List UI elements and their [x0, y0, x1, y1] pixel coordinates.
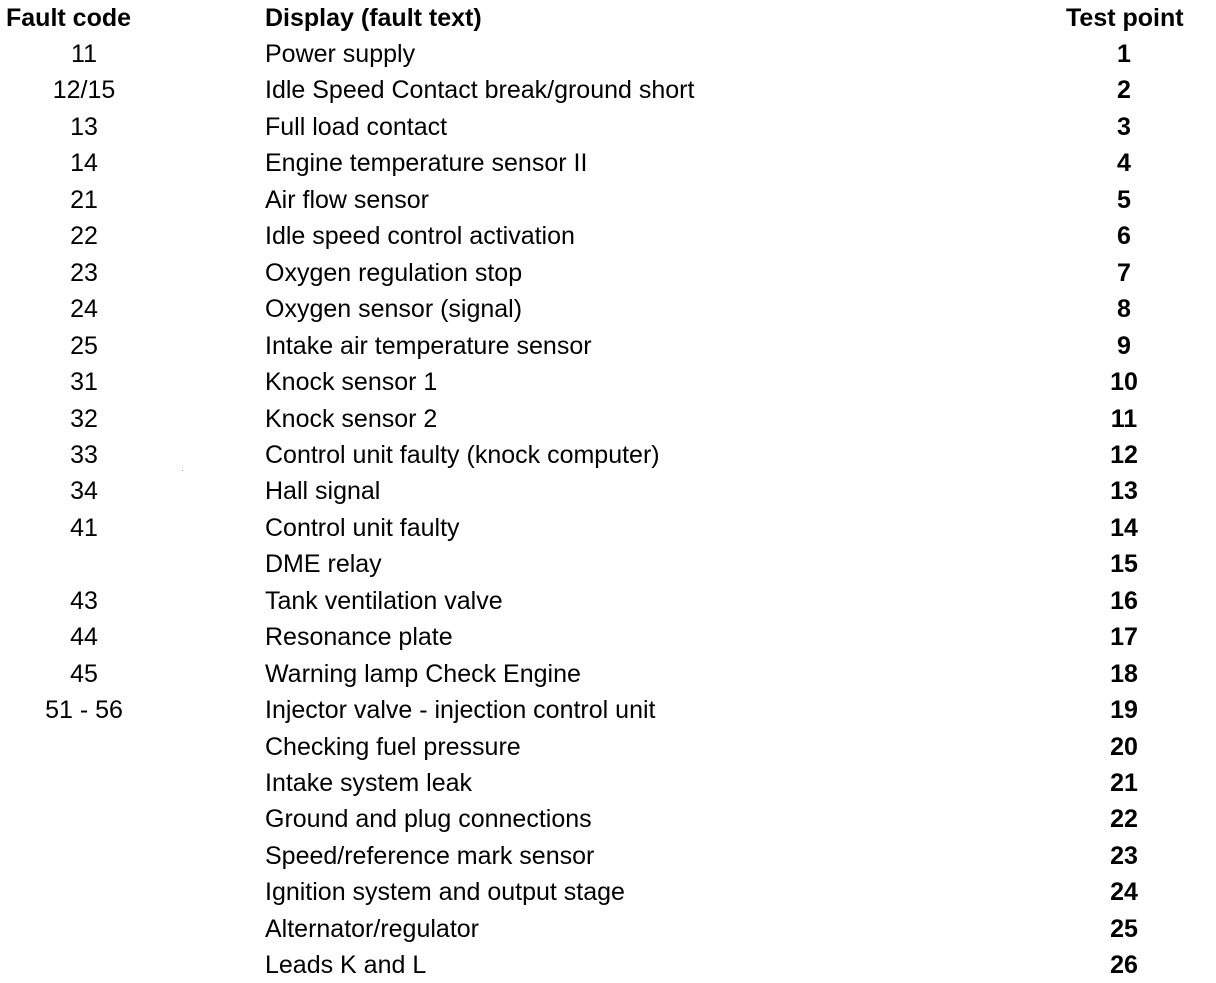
fault-code-cell: 33: [70, 440, 98, 469]
table-row: [0, 546, 1216, 582]
test-point-cell: 23: [1110, 841, 1138, 870]
fault-text-cell: Control unit faulty: [265, 513, 460, 542]
table-row: [0, 510, 1216, 546]
fault-text-cell: DME relay: [265, 550, 382, 579]
table-row: [0, 437, 1216, 473]
fault-text-cell: Leads K and L: [265, 951, 427, 980]
test-point-cell: 17: [1110, 623, 1138, 652]
table-row: [0, 364, 1216, 400]
fault-text-cell: Engine temperature sensor II: [265, 149, 588, 178]
table-row: [0, 656, 1216, 692]
header-display: Display (fault text): [265, 4, 482, 32]
fault-text-cell: Injector valve - injection control unit: [265, 696, 656, 725]
fault-code-cell: 43: [70, 586, 98, 615]
table-row: [0, 619, 1216, 655]
fault-code-cell: 31: [70, 368, 98, 397]
fault-code-cell: 44: [70, 623, 98, 652]
fault-code-cell: 22: [70, 222, 98, 251]
test-point-cell: 20: [1110, 732, 1138, 761]
table-row: [0, 145, 1216, 181]
fault-code-cell: 24: [70, 295, 98, 324]
fault-code-cell: 14: [70, 149, 98, 178]
test-point-cell: 5: [1117, 185, 1131, 214]
fault-text-cell: Idle speed control activation: [265, 222, 575, 251]
fault-text-cell: Knock sensor 2: [265, 404, 438, 433]
fault-code-cell: 45: [70, 659, 98, 688]
test-point-cell: 6: [1117, 222, 1131, 251]
test-point-cell: 14: [1110, 513, 1138, 542]
fault-text-cell: Knock sensor 1: [265, 368, 438, 397]
table-row: [0, 838, 1216, 874]
test-point-cell: 22: [1110, 805, 1138, 834]
fault-text-cell: Warning lamp Check Engine: [265, 659, 581, 688]
fault-text-cell: Oxygen regulation stop: [265, 258, 523, 287]
fault-code-cell: 32: [70, 404, 98, 433]
table-row: [0, 765, 1216, 801]
test-point-cell: 24: [1110, 878, 1138, 907]
test-point-cell: 16: [1110, 586, 1138, 615]
header-fault-code: Fault code: [6, 4, 132, 32]
table-row: [0, 182, 1216, 218]
test-point-cell: 25: [1110, 914, 1138, 943]
table-row: [0, 109, 1216, 145]
table-row: [0, 255, 1216, 291]
test-point-cell: 11: [1110, 404, 1138, 433]
test-point-cell: 7: [1117, 258, 1131, 287]
fault-code-cell: 41: [70, 513, 98, 542]
test-point-cell: 18: [1110, 659, 1138, 688]
table-row: [0, 473, 1216, 509]
table-row: [0, 328, 1216, 364]
test-point-cell: 15: [1110, 550, 1138, 579]
table-row: [0, 401, 1216, 437]
test-point-cell: 2: [1117, 76, 1131, 105]
fault-code-cell: 51 - 56: [45, 696, 123, 725]
fault-code-cell: 21: [70, 185, 98, 214]
table-row: [0, 291, 1216, 327]
table-row: [0, 692, 1216, 728]
test-point-cell: 13: [1110, 477, 1138, 506]
test-point-cell: 12: [1110, 440, 1138, 469]
fault-code-cell: 11: [71, 40, 97, 68]
fault-text-cell: Alternator/regulator: [265, 914, 480, 943]
table-row: [0, 218, 1216, 254]
table-row: [0, 36, 1216, 72]
fault-text-cell: Control unit faulty (knock computer): [265, 440, 660, 469]
scan-speck: [182, 470, 183, 471]
test-point-cell: 3: [1117, 112, 1131, 141]
test-point-cell: 4: [1117, 149, 1131, 178]
fault-text-cell: Full load contact: [265, 112, 448, 141]
fault-text-cell: Tank ventilation valve: [265, 586, 503, 615]
table-row: [0, 947, 1216, 983]
table-row: [0, 911, 1216, 947]
table-row: [0, 729, 1216, 765]
fault-text-cell: Power supply: [265, 40, 416, 68]
test-point-cell: 26: [1110, 951, 1138, 980]
fault-text-cell: Intake air temperature sensor: [265, 331, 592, 360]
fault-text-cell: Intake system leak: [265, 769, 473, 797]
table-row: [0, 801, 1216, 837]
table-row: [0, 583, 1216, 619]
fault-text-cell: Hall signal: [265, 477, 381, 506]
test-point-cell: 21: [1110, 769, 1138, 797]
test-point-cell: 10: [1110, 368, 1138, 397]
table-header: [0, 0, 1216, 36]
fault-code-cell: 34: [70, 477, 98, 506]
fault-code-cell: 12/15: [52, 76, 116, 105]
fault-code-cell: 13: [70, 112, 98, 141]
test-point-cell: 1: [1117, 40, 1131, 68]
fault-text-cell: Air flow sensor: [265, 185, 429, 214]
fault-text-cell: Oxygen sensor (signal): [265, 295, 523, 324]
fault-text-cell: Speed/reference mark sensor: [265, 841, 595, 870]
table-row: [0, 72, 1216, 108]
fault-text-cell: Ground and plug connections: [265, 805, 592, 834]
fault-text-cell: Idle Speed Contact break/ground short: [265, 76, 695, 105]
test-point-cell: 19: [1110, 696, 1138, 725]
header-test-point: Test point: [1066, 4, 1184, 32]
test-point-cell: 9: [1117, 331, 1131, 360]
fault-code-cell: 25: [70, 331, 98, 360]
fault-text-cell: Ignition system and output stage: [265, 878, 625, 907]
table-row: [0, 874, 1216, 910]
fault-code-cell: 23: [70, 258, 98, 287]
test-point-cell: 8: [1117, 295, 1131, 324]
fault-text-cell: Checking fuel pressure: [265, 732, 521, 761]
fault-text-cell: Resonance plate: [265, 623, 453, 652]
